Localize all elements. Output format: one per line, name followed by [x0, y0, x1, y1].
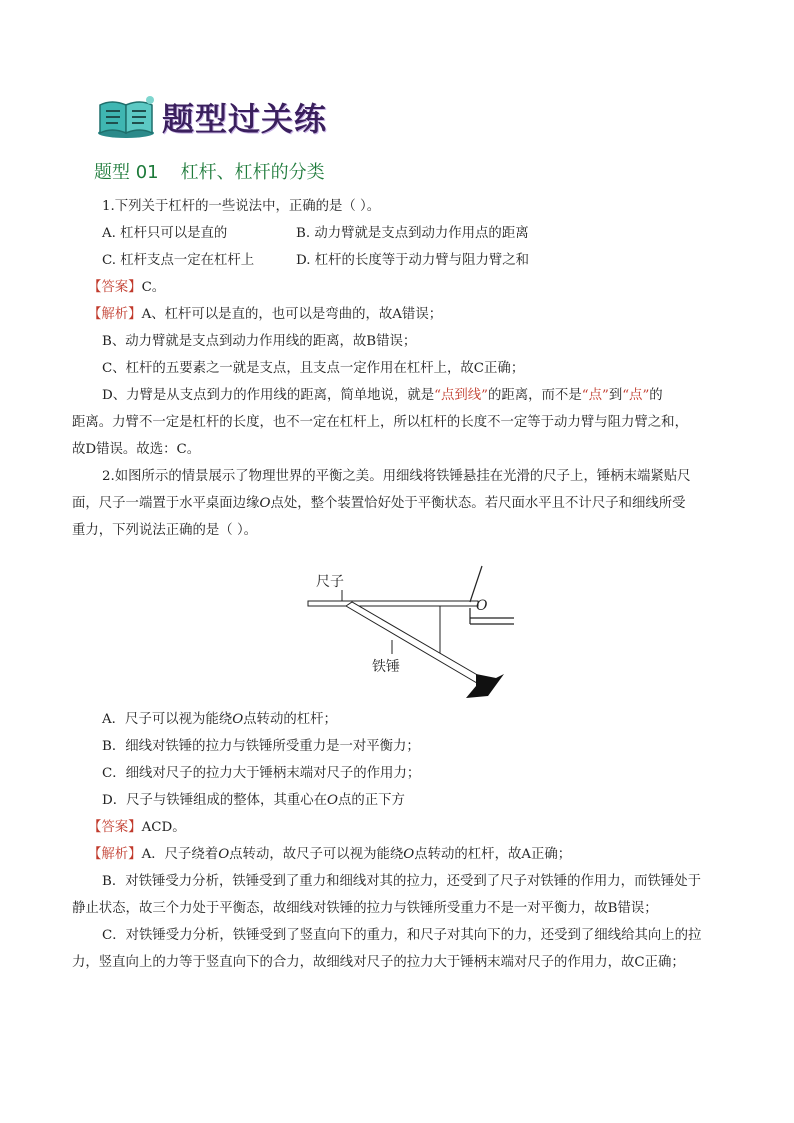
q2-option-b: B．细线对铁锤的拉力与铁锤所受重力是一对平衡力；: [102, 739, 420, 754]
answer-tag: 【答案】: [88, 820, 142, 835]
section-title: 杠杆、杠杆的分类: [180, 162, 325, 183]
hammer-label: 铁锤: [372, 659, 400, 675]
q2-answer: 【答案】ACD。: [88, 820, 186, 835]
q2-stem-line: 面，尺子一端置于水平桌面边缘O点处，整个装置恰好处于平衡状态。若尺面水平且不计尺子和细线所受: [72, 496, 686, 511]
q1-analysis-line: 【解析】A、杠杆可以是直的，也可以是弯曲的，故A错误；: [88, 307, 443, 322]
q1-analysis-line: 距离。力臂不一定是杠杆的长度，也不一定在杠杆上，所以杠杆的长度不一定等于动力臂与阻力臂之和，: [72, 415, 688, 430]
q1-analysis-line: C、杠杆的五要素之一就是支点，且支点一定作用在杠杆上，故C正确；: [102, 361, 525, 376]
q1-analysis-line: D、力臂是从支点到力的作用线的距离，简单地说，就是“点到线”的距离，而不是“点”到“点”的: [102, 388, 663, 403]
q1-stem: 1.下列关于杠杆的一些说法中，正确的是（ ）。: [102, 199, 381, 214]
q2-option-a: A．尺子可以视为能绕O点转动的杠杆；: [102, 712, 337, 727]
analysis-tag: 【解析】: [88, 847, 142, 862]
q1-answer: 【答案】C。: [88, 280, 166, 295]
q2-analysis-line: B．对铁锤受力分析，铁锤受到了重力和细线对其的拉力，还受到了尺子对铁锤的作用力，而铁锤处于: [102, 874, 702, 889]
q1-analysis-line: 故D错误。故选：C。: [72, 442, 201, 457]
q2-option-d: D．尺子与铁锤组成的整体，其重心在O点的正下方: [102, 793, 405, 808]
q1-option-c: C. 杠杆支点一定在杠杆上: [102, 253, 255, 268]
ruler: [308, 601, 478, 606]
q1-option-d: D. 杠杆的长度等于动力臂与阻力臂之和: [296, 253, 530, 268]
lever-figure: [300, 562, 520, 704]
q2-stem-line: 2.如图所示的情景展示了物理世界的平衡之美。用细线将铁锤悬挂在光滑的尺子上，锤柄末端紧贴尺: [102, 469, 691, 484]
hammer-handle: [346, 602, 486, 686]
pivot-label: O: [476, 598, 488, 614]
q1-option-b: B. 动力臂就是支点到动力作用点的距离: [296, 226, 529, 241]
section-banner: [96, 92, 327, 142]
q2-analysis-line: 力，竖直向上的力等于竖直向下的合力，故细线对尺子的拉力大于锤柄末端对尺子的作用力，故C正确；: [72, 955, 685, 970]
section-number: 题型 01: [94, 162, 159, 183]
pencil-stick: [470, 566, 482, 602]
ruler-label: 尺子: [316, 574, 344, 590]
analysis-tag: 【解析】: [88, 307, 142, 322]
q2-analysis-line: 静止状态，故三个力处于平衡态，故细线对铁锤的拉力与铁锤所受重力不是一对平衡力，故B错误；: [72, 901, 658, 916]
q2-option-c: C．细线对尺子的拉力大于锤柄末端对尺子的作用力；: [102, 766, 421, 781]
q2-analysis-line: 【解析】A．尺子绕着O点转动，故尺子可以视为能绕O点转动的杠杆，故A正确；: [88, 847, 572, 862]
banner-title: 题型过关练: [162, 100, 328, 138]
answer-tag: 【答案】: [88, 280, 142, 295]
section-heading: [94, 158, 325, 184]
q2-stem-line: 重力，下列说法正确的是（ ）。: [72, 523, 258, 538]
q2-analysis-line: C．对铁锤受力分析，铁锤受到了竖直向下的重力，和尺子对其向下的力，还受到了细线给其向上的拉: [102, 928, 702, 943]
q1-option-a: A. 杠杆只可以是直的: [102, 226, 228, 241]
q1-analysis-line: B、动力臂就是支点到动力作用线的距离，故B错误；: [102, 334, 417, 349]
open-book-icon: [96, 95, 158, 139]
